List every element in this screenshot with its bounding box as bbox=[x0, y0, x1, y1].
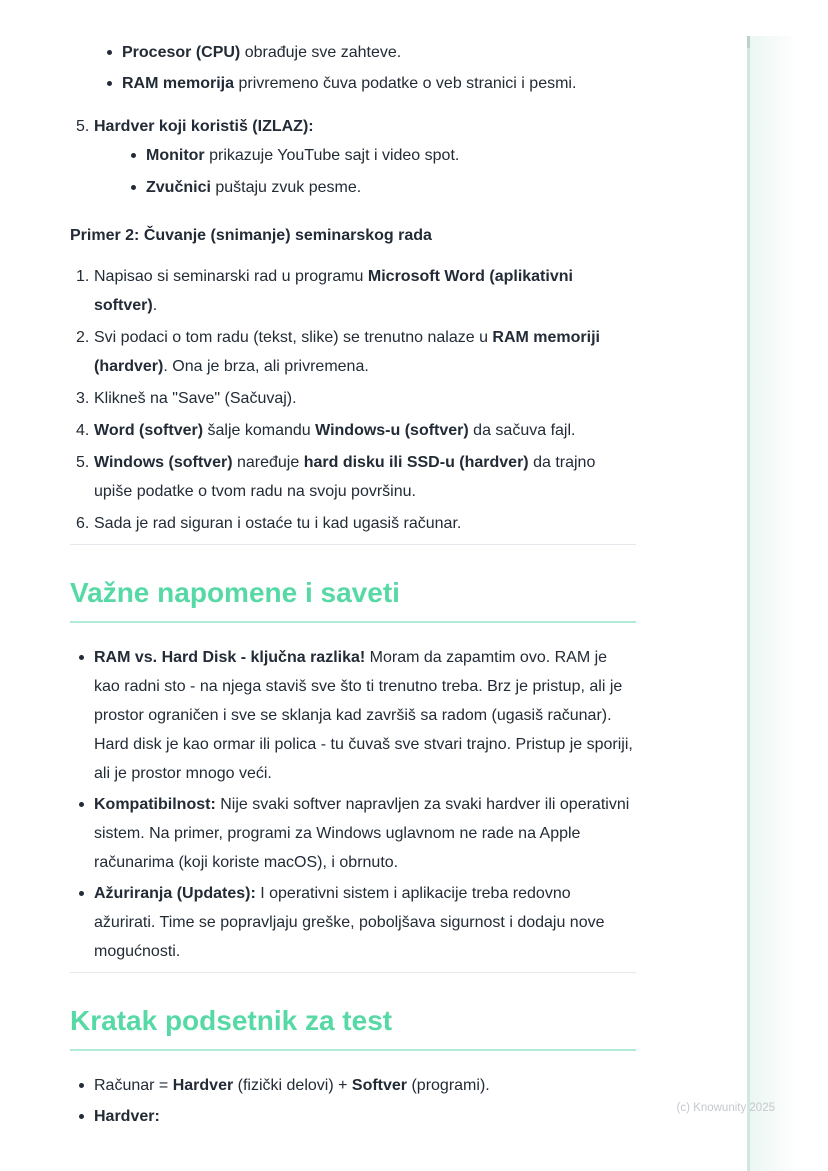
document-content bbox=[70, 38, 636, 1133]
bullet-icon bbox=[122, 173, 146, 202]
text-segment: Svi podaci o tom radu (tekst, slike) se trenutno nalaze u bbox=[94, 329, 493, 346]
scrollbar-track[interactable] bbox=[747, 36, 750, 1171]
list-item bbox=[70, 790, 636, 877]
list-item-text bbox=[122, 69, 636, 98]
list-item-text bbox=[94, 1071, 636, 1100]
list-item-text bbox=[94, 416, 636, 445]
text-segment: Moram da zapamtim ovo. RAM je kao radni sto - na njega staviš sve što ti trenutno treba. Brz je pristup, ali je prostor ograničen i sve se sklanja kad završiš sa radom (ugasiš računar). Hard disk je kao ormar ili polica - tu čuvaš sve stvari trajno. Pristup je sporiji, ali je prostor mnogo veći. bbox=[94, 649, 638, 782]
text-segment: prikazuje YouTube sajt i video spot. bbox=[204, 147, 460, 164]
list-number: 4. bbox=[76, 422, 90, 439]
bullet-icon bbox=[70, 1102, 94, 1131]
bullet-icon bbox=[98, 38, 122, 67]
list-item-text bbox=[94, 643, 636, 788]
list-item-text bbox=[94, 790, 636, 877]
list-number: 6. bbox=[76, 515, 90, 532]
list-item bbox=[98, 38, 636, 67]
bold-text-segment: Hardver koji koristiš (IZLAZ): bbox=[94, 118, 314, 135]
list-item bbox=[122, 173, 636, 202]
bold-text-segment: Procesor (CPU) bbox=[122, 44, 241, 61]
numbered-list-item bbox=[70, 384, 636, 413]
list-item-text bbox=[94, 448, 636, 506]
bullet-icon bbox=[98, 69, 122, 98]
bold-text-segment: Ažuriranja (Updates): bbox=[94, 885, 256, 902]
list-item-text bbox=[94, 384, 636, 413]
text-segment: Računar = bbox=[94, 1077, 173, 1094]
section-heading: Kratak podsetnik za test bbox=[70, 1005, 636, 1051]
text-segment: Sada je rad siguran i ostaće tu i kad ugasiš računar. bbox=[94, 515, 462, 532]
bold-text-segment: Word (softver) bbox=[94, 422, 204, 439]
bullet-icon bbox=[70, 643, 94, 788]
bullet-list bbox=[70, 1071, 636, 1131]
text-segment: puštaju zvuk pesme. bbox=[210, 179, 362, 196]
list-number: 2. bbox=[76, 329, 90, 346]
copyright-text: (c) Knowunity 2025 bbox=[676, 1102, 775, 1114]
bold-text-segment: Primer 2: Čuvanje (snimanje) seminarskog rada bbox=[70, 227, 432, 244]
footer bbox=[677, 1101, 775, 1115]
list-item bbox=[70, 1102, 636, 1131]
numbered-list bbox=[70, 262, 636, 538]
text-segment: šalje komandu bbox=[203, 422, 316, 439]
paragraph bbox=[70, 221, 636, 250]
numbered-list-item bbox=[70, 509, 636, 538]
text-segment: Klikneš na "Save" (Sačuvaj). bbox=[94, 390, 297, 407]
bold-text-segment: Windows (softver) bbox=[94, 454, 233, 471]
bold-text-segment: Hardver: bbox=[94, 1108, 160, 1125]
list-item-text bbox=[94, 879, 636, 966]
list-item bbox=[70, 643, 636, 788]
bullet-list bbox=[70, 38, 636, 98]
list-item-text bbox=[94, 112, 636, 205]
text-segment: privremeno čuva podatke o veb stranici i pesmi. bbox=[234, 75, 577, 92]
bold-text-segment: Hardver bbox=[172, 1077, 234, 1094]
list-item-text bbox=[94, 1102, 636, 1131]
text-segment: da trajno upiše podatke o tvom radu na svoju površinu. bbox=[94, 454, 600, 500]
bullet-icon bbox=[70, 879, 94, 966]
bold-text-segment: RAM vs. Hard Disk - ključna razlika! bbox=[94, 649, 366, 666]
text-segment: Napisao si seminarski rad u programu bbox=[94, 268, 368, 285]
bullet-icon bbox=[122, 141, 146, 170]
text-segment: . bbox=[152, 297, 158, 314]
numbered-list-item bbox=[70, 112, 636, 205]
numbered-list-item bbox=[70, 416, 636, 445]
section-divider bbox=[70, 972, 636, 973]
list-number: 5. bbox=[76, 118, 90, 135]
numbered-list-item bbox=[70, 323, 636, 381]
list-number: 1. bbox=[76, 268, 90, 285]
text-segment: (programi). bbox=[407, 1077, 490, 1094]
numbered-list bbox=[70, 112, 636, 205]
section-heading: Važne napomene i saveti bbox=[70, 577, 636, 623]
list-number: 5. bbox=[76, 454, 90, 471]
list-item-text bbox=[122, 38, 636, 67]
scrollbar-thumb[interactable] bbox=[747, 36, 750, 48]
list-number: 3. bbox=[76, 390, 90, 407]
list-item bbox=[122, 141, 636, 170]
bold-text-segment: RAM memorija bbox=[122, 75, 235, 92]
bold-text-segment: hard disku ili SSD-u (hardver) bbox=[303, 454, 529, 471]
list-item-text bbox=[94, 262, 636, 320]
text-segment: da sačuva fajl. bbox=[468, 422, 576, 439]
text-segment: naređuje bbox=[232, 454, 304, 471]
text-segment: obrađuje sve zahteve. bbox=[240, 44, 402, 61]
bold-text-segment: Zvučnici bbox=[146, 179, 211, 196]
list-item bbox=[70, 1071, 636, 1100]
bold-text-segment: Softver bbox=[351, 1077, 408, 1094]
list-item bbox=[70, 879, 636, 966]
list-item bbox=[98, 69, 636, 98]
bold-text-segment: Windows-u (softver) bbox=[315, 422, 469, 439]
text-segment: I operativni sistem i aplikacije treba redovno ažurirati. Time se popravljaju greške, poboljšava sigurnost i dodaju nove mogućnosti. bbox=[94, 885, 609, 960]
list-item-text bbox=[146, 173, 636, 202]
bullet-icon bbox=[70, 790, 94, 877]
section-divider bbox=[70, 544, 636, 545]
list-item-text bbox=[94, 509, 636, 538]
numbered-list-item bbox=[70, 262, 636, 320]
bold-text-segment: Microsoft Word (aplikativni softver) bbox=[94, 268, 578, 314]
bullet-icon bbox=[70, 1071, 94, 1100]
nested-bullet-list bbox=[94, 141, 636, 202]
numbered-list-item bbox=[70, 448, 636, 506]
text-segment: (fizički delovi) + bbox=[233, 1077, 352, 1094]
bullet-list bbox=[70, 643, 636, 966]
list-item-text bbox=[94, 323, 636, 381]
text-segment: Nije svaki softver napravljen za svaki hardver ili operativni sistem. Na primer, programi za Windows uglavnom ne rade na Apple računarima (koji koriste macOS), i obrnuto. bbox=[94, 796, 634, 871]
page-edge-tint bbox=[750, 36, 798, 1171]
text-segment: . Ona je brza, ali privremena. bbox=[163, 358, 369, 375]
bold-text-segment: Monitor bbox=[146, 147, 205, 164]
list-item-text bbox=[146, 141, 636, 170]
bold-text-segment: RAM memoriji (hardver) bbox=[94, 329, 605, 375]
bold-text-segment: Kompatibilnost: bbox=[94, 796, 216, 813]
